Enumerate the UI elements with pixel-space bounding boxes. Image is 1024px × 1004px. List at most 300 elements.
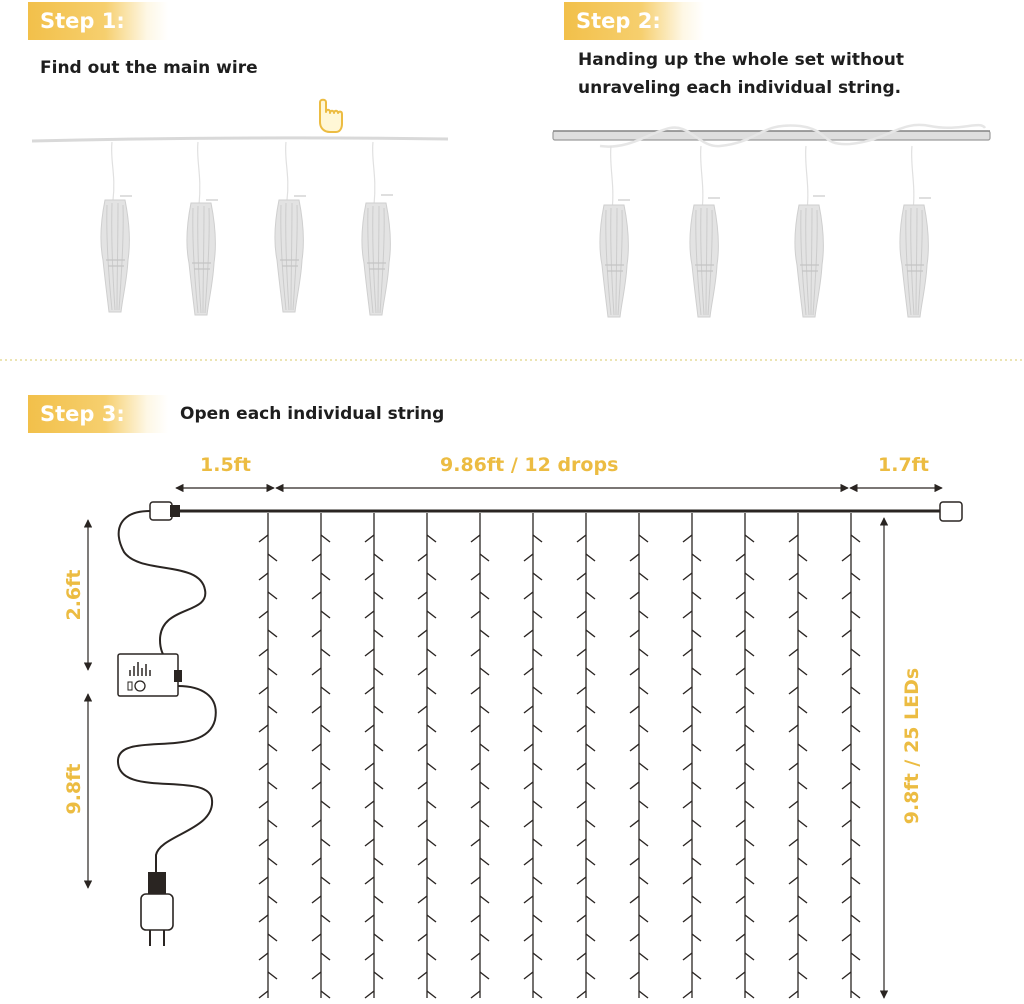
led-bulb — [683, 953, 692, 960]
led-bulb — [365, 991, 374, 998]
led-bulb — [789, 877, 798, 884]
led-bulb — [312, 858, 321, 865]
led-bulb — [577, 915, 586, 922]
led-bulb — [524, 972, 533, 979]
led-bulb — [374, 934, 383, 941]
led-bulb — [692, 592, 701, 599]
led-bulb — [259, 763, 268, 770]
led-bulb — [418, 896, 427, 903]
led-bulb — [798, 630, 807, 637]
led-bulb — [259, 725, 268, 732]
led-bulb — [365, 839, 374, 846]
led-bulb — [851, 763, 860, 770]
led-bulb — [259, 915, 268, 922]
led-bulb — [471, 535, 480, 542]
led-bulb — [480, 782, 489, 789]
led-bulb — [480, 554, 489, 561]
led-bulb — [259, 877, 268, 884]
led-bulb — [798, 592, 807, 599]
drop-string — [736, 513, 754, 998]
led-bulb — [321, 953, 330, 960]
led-bulb — [639, 611, 648, 618]
led-bulb — [480, 934, 489, 941]
led-bulb — [374, 744, 383, 751]
pointing-hand-icon — [320, 100, 342, 132]
led-bulb — [745, 877, 754, 884]
led-bulb — [374, 972, 383, 979]
led-bulb — [480, 972, 489, 979]
drop-string — [418, 513, 436, 998]
led-bulb — [427, 763, 436, 770]
led-bulb — [683, 839, 692, 846]
led-bulb — [789, 915, 798, 922]
led-bulb — [842, 592, 851, 599]
drop-string — [683, 513, 701, 998]
led-bulb — [427, 649, 436, 656]
led-bulb — [577, 839, 586, 846]
led-bulb — [842, 630, 851, 637]
led-bulb — [577, 763, 586, 770]
led-bulb — [480, 820, 489, 827]
drop-string — [630, 513, 648, 998]
drop-string — [842, 513, 860, 998]
led-bulb — [268, 858, 277, 865]
led-bulb — [365, 763, 374, 770]
led-bulb — [736, 934, 745, 941]
led-bulb — [418, 706, 427, 713]
led-bulb — [851, 649, 860, 656]
led-bulb — [471, 877, 480, 884]
cable-lower-length: 9.8ft — [63, 763, 85, 815]
led-bulb — [692, 858, 701, 865]
led-bulb — [586, 972, 595, 979]
led-bulb — [268, 706, 277, 713]
led-bulb — [471, 763, 480, 770]
led-bulb — [851, 687, 860, 694]
led-bulb — [586, 934, 595, 941]
led-bulb — [418, 592, 427, 599]
step1-illustration — [32, 100, 448, 315]
led-bulb — [577, 953, 586, 960]
led-bulb — [427, 953, 436, 960]
led-bulb — [639, 573, 648, 580]
led-bulb — [842, 706, 851, 713]
led-bulb — [745, 649, 754, 656]
led-bulb — [321, 649, 330, 656]
led-bulb — [798, 668, 807, 675]
led-bulb — [418, 668, 427, 675]
step2-instruction-line1: Handing up the whole set without — [578, 50, 904, 70]
led-bulb — [745, 535, 754, 542]
led-bulb — [630, 972, 639, 979]
led-bulb — [480, 630, 489, 637]
led-bulb — [577, 649, 586, 656]
led-bulb — [533, 611, 542, 618]
led-bulb — [586, 896, 595, 903]
led-bulb — [321, 839, 330, 846]
led-bulb — [533, 953, 542, 960]
led-bulb — [789, 687, 798, 694]
led-bulb — [851, 725, 860, 732]
led-bulb — [851, 953, 860, 960]
led-bulb — [427, 535, 436, 542]
led-bulb — [259, 801, 268, 808]
led-bulb — [630, 820, 639, 827]
led-bulb — [630, 896, 639, 903]
led-bulb — [683, 763, 692, 770]
led-bulb — [789, 649, 798, 656]
led-bulb — [692, 934, 701, 941]
led-bulb — [842, 668, 851, 675]
led-bulb — [586, 706, 595, 713]
cable-upper-length: 2.6ft — [63, 569, 85, 621]
led-bulb — [268, 896, 277, 903]
led-bulb — [321, 687, 330, 694]
led-bulb — [533, 839, 542, 846]
led-bulb — [692, 896, 701, 903]
led-bulb — [639, 915, 648, 922]
led-bulb — [789, 725, 798, 732]
led-bulb — [630, 630, 639, 637]
led-bulb — [692, 782, 701, 789]
led-bulb — [683, 725, 692, 732]
led-bulb — [365, 649, 374, 656]
led-bulb — [427, 801, 436, 808]
led-bulb — [745, 573, 754, 580]
led-bulb — [639, 991, 648, 998]
drop-string — [471, 513, 489, 998]
step1-instruction: Find out the main wire — [40, 58, 258, 78]
led-bulb — [480, 668, 489, 675]
step2-badge: Step 2: — [564, 2, 704, 40]
led-bulb — [524, 554, 533, 561]
led-bulb — [586, 592, 595, 599]
led-bulb — [365, 725, 374, 732]
led-bulb — [586, 820, 595, 827]
led-bulb — [374, 896, 383, 903]
led-bulb — [418, 858, 427, 865]
led-bulb — [586, 744, 595, 751]
led-bulb — [321, 611, 330, 618]
led-bulb — [418, 782, 427, 789]
led-bulb — [692, 554, 701, 561]
led-bulb — [842, 858, 851, 865]
led-bulb — [312, 630, 321, 637]
led-bulb — [745, 763, 754, 770]
led-bulb — [842, 820, 851, 827]
led-bulb — [268, 972, 277, 979]
led-bulb — [524, 706, 533, 713]
led-bulb — [321, 763, 330, 770]
led-bulb — [471, 839, 480, 846]
led-bulb — [480, 744, 489, 751]
led-bulb — [789, 611, 798, 618]
led-bulb — [683, 877, 692, 884]
led-bulb — [268, 820, 277, 827]
led-bulb — [736, 554, 745, 561]
led-bulb — [427, 725, 436, 732]
step2-instruction-line2: unraveling each individual string. — [578, 78, 902, 98]
led-bulb — [418, 972, 427, 979]
led-bulb — [427, 687, 436, 694]
led-bulb — [630, 554, 639, 561]
led-bulb — [789, 535, 798, 542]
led-bulb — [321, 801, 330, 808]
led-bulb — [268, 592, 277, 599]
end-cap-icon — [940, 502, 962, 521]
led-bulb — [798, 972, 807, 979]
led-bulb — [533, 649, 542, 656]
led-bulb — [365, 877, 374, 884]
led-bulb — [365, 687, 374, 694]
led-bulb — [630, 934, 639, 941]
led-bulb — [312, 934, 321, 941]
led-bulb — [736, 592, 745, 599]
led-bulb — [374, 858, 383, 865]
led-bulb — [842, 554, 851, 561]
led-bulb — [789, 991, 798, 998]
led-bulb — [736, 706, 745, 713]
led-bulb — [692, 706, 701, 713]
led-bulb — [427, 839, 436, 846]
plug-icon — [141, 872, 173, 946]
led-bulb — [471, 649, 480, 656]
led-bulb — [321, 877, 330, 884]
led-bulb — [259, 649, 268, 656]
led-bulb — [321, 915, 330, 922]
led-bulb — [630, 592, 639, 599]
led-bulb — [268, 554, 277, 561]
led-bulb — [312, 668, 321, 675]
step3-illustration — [88, 488, 962, 998]
led-bulb — [577, 573, 586, 580]
led-bulb — [533, 763, 542, 770]
led-bulb — [418, 554, 427, 561]
led-bulb — [418, 744, 427, 751]
led-bulb — [851, 877, 860, 884]
led-bulb — [630, 744, 639, 751]
led-bulb — [471, 991, 480, 998]
led-bulb — [524, 782, 533, 789]
led-bulb — [259, 535, 268, 542]
led-bulb — [745, 725, 754, 732]
led-bulb — [745, 611, 754, 618]
led-bulb — [321, 991, 330, 998]
led-bulb — [471, 611, 480, 618]
led-bulb — [427, 611, 436, 618]
controller-icon — [118, 654, 182, 696]
led-bulb — [630, 782, 639, 789]
led-bulb — [524, 630, 533, 637]
led-bulb — [639, 877, 648, 884]
led-bulb — [312, 706, 321, 713]
led-bulb — [842, 896, 851, 903]
led-bulb — [321, 725, 330, 732]
led-bulb — [365, 915, 374, 922]
led-bulb — [639, 687, 648, 694]
led-bulb — [418, 630, 427, 637]
led-bulb — [480, 896, 489, 903]
drop-string — [365, 513, 383, 998]
led-bulb — [639, 953, 648, 960]
led-bulb — [259, 687, 268, 694]
led-bulb — [374, 554, 383, 561]
led-bulb — [374, 630, 383, 637]
led-bulb — [630, 858, 639, 865]
led-bulb — [736, 630, 745, 637]
led-bulb — [798, 934, 807, 941]
led-bulb — [374, 820, 383, 827]
led-bulb — [480, 706, 489, 713]
led-bulb — [577, 535, 586, 542]
led-bulb — [851, 839, 860, 846]
led-bulb — [312, 896, 321, 903]
led-bulb — [533, 535, 542, 542]
led-bulb — [798, 706, 807, 713]
left-lead-length: 1.5ft — [200, 454, 252, 476]
led-bulb — [365, 573, 374, 580]
led-bulb — [312, 592, 321, 599]
led-bulb — [312, 744, 321, 751]
curtain-width: 9.86ft / 12 drops — [440, 454, 619, 476]
led-bulb — [471, 573, 480, 580]
led-bulb — [418, 820, 427, 827]
led-bulb — [418, 934, 427, 941]
led-bulb — [312, 972, 321, 979]
led-bulb — [745, 991, 754, 998]
drop-string — [259, 513, 277, 998]
led-bulb — [851, 801, 860, 808]
drop-string — [789, 513, 807, 998]
led-bulb — [374, 706, 383, 713]
led-bulb — [268, 630, 277, 637]
led-bulb — [365, 611, 374, 618]
led-bulb — [798, 744, 807, 751]
led-bulb — [471, 725, 480, 732]
led-bulb — [798, 858, 807, 865]
led-bulb — [789, 801, 798, 808]
led-bulb — [577, 991, 586, 998]
led-bulb — [321, 573, 330, 580]
led-bulb — [312, 820, 321, 827]
led-bulb — [639, 535, 648, 542]
led-bulb — [639, 763, 648, 770]
led-bulb — [577, 725, 586, 732]
led-bulb — [851, 991, 860, 998]
led-bulb — [789, 763, 798, 770]
led-bulb — [471, 915, 480, 922]
led-bulb — [842, 972, 851, 979]
led-bulb — [533, 725, 542, 732]
led-bulb — [789, 953, 798, 960]
led-bulb — [683, 611, 692, 618]
led-bulb — [533, 915, 542, 922]
right-lead-length: 1.7ft — [878, 454, 930, 476]
led-bulb — [842, 782, 851, 789]
led-bulb — [683, 991, 692, 998]
step2-illustration — [553, 125, 990, 317]
led-bulb — [692, 630, 701, 637]
led-bulb — [321, 535, 330, 542]
led-bulb — [577, 801, 586, 808]
led-bulb — [851, 535, 860, 542]
led-bulb — [365, 801, 374, 808]
led-bulb — [586, 858, 595, 865]
led-bulb — [365, 953, 374, 960]
led-bulb — [259, 839, 268, 846]
led-bulb — [736, 668, 745, 675]
led-bulb — [427, 573, 436, 580]
led-bulb — [374, 668, 383, 675]
led-bulb — [798, 782, 807, 789]
led-bulb — [374, 782, 383, 789]
led-bulb — [683, 915, 692, 922]
led-bulb — [259, 573, 268, 580]
led-bulb — [798, 896, 807, 903]
led-bulb — [577, 687, 586, 694]
led-bulb — [745, 687, 754, 694]
light-drops — [259, 513, 860, 998]
led-bulb — [471, 801, 480, 808]
led-bulb — [533, 991, 542, 998]
led-bulb — [427, 991, 436, 998]
led-bulb — [745, 801, 754, 808]
led-bulb — [533, 877, 542, 884]
led-bulb — [683, 649, 692, 656]
led-bulb — [268, 744, 277, 751]
step3-badge: Step 3: — [28, 395, 168, 433]
led-bulb — [851, 611, 860, 618]
led-bulb — [268, 668, 277, 675]
step1-badge: Step 1: — [28, 2, 168, 40]
led-bulb — [312, 782, 321, 789]
led-bulb — [524, 896, 533, 903]
led-bulb — [630, 668, 639, 675]
led-bulb — [639, 649, 648, 656]
drop-length: 9.8ft / 25 LEDs — [901, 667, 923, 825]
led-bulb — [683, 801, 692, 808]
led-bulb — [374, 592, 383, 599]
led-bulb — [524, 592, 533, 599]
led-bulb — [586, 630, 595, 637]
led-bulb — [471, 687, 480, 694]
led-bulb — [586, 554, 595, 561]
led-bulb — [630, 706, 639, 713]
drop-string — [577, 513, 595, 998]
led-bulb — [268, 934, 277, 941]
led-bulb — [798, 820, 807, 827]
led-bulb — [692, 668, 701, 675]
led-bulb — [745, 915, 754, 922]
led-bulb — [789, 573, 798, 580]
led-bulb — [524, 744, 533, 751]
led-bulb — [736, 744, 745, 751]
led-bulb — [312, 554, 321, 561]
led-bulb — [471, 953, 480, 960]
led-bulb — [524, 858, 533, 865]
led-bulb — [842, 934, 851, 941]
led-bulb — [524, 668, 533, 675]
led-bulb — [639, 725, 648, 732]
led-bulb — [365, 535, 374, 542]
led-bulb — [586, 782, 595, 789]
led-bulb — [736, 972, 745, 979]
led-bulb — [842, 744, 851, 751]
led-bulb — [259, 991, 268, 998]
led-bulb — [577, 877, 586, 884]
led-bulb — [851, 915, 860, 922]
led-bulb — [736, 820, 745, 827]
